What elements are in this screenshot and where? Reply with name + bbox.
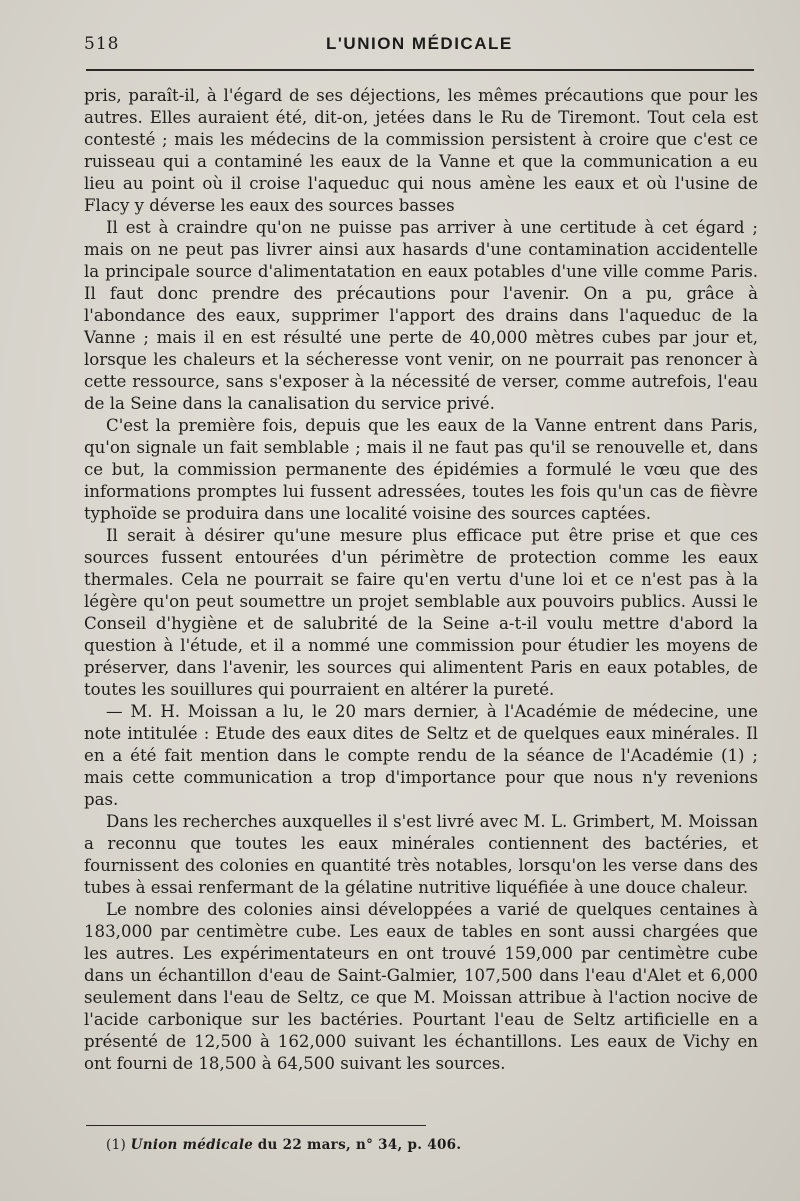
paragraph-1: pris, paraît-il, à l'égard de ses déjections, les mêmes précautions que pour les autres. Elles auraient été, dit-on, jetées dans le Ru de Tiremont. Tout cela est contesté ; mais les médecins de la commission persistent à croire que c'est ce ruisseau qui a contaminé les eaux de la Vanne et que la communication a eu lieu au point où il croise l'aqueduc qui nous amène les eaux et où l'usine de Flacy y déverse les eaux des sources basses — [84, 86, 758, 215]
page-header — [84, 32, 752, 62]
paragraph-3: C'est la première fois, depuis que les eaux de la Vanne entrent dans Paris, qu'on signale un fait semblable ; mais il ne faut pas qu'il se renouvelle et, dans ce but, la commission permanente des épidémies a formulé le vœu que des informations promptes lui fussent adressées, toutes les fois qu'un cas de fièvre typhoïde se produira dans une localité voisine des sources captées. — [84, 416, 758, 523]
paragraph-5: — M. H. Moissan a lu, le 20 mars dernier, à l'Académie de médecine, une note intitulée : Etude des eaux dites de Seltz et de quelques eaux minérales. Il en a été fait mention dans le compte rendu de la séance de l'Académie (1) ; mais cette communication a trop d'importance pour que nous n'y revenions pas. — [84, 702, 758, 809]
header-rule — [86, 69, 754, 71]
running-head: L'UNION MÉDICALE — [326, 34, 513, 53]
page-number: 518 — [84, 34, 120, 54]
footnote-text: du 22 mars, n° 34, p. 406. — [257, 1137, 462, 1153]
body-text — [84, 85, 758, 1075]
footnote-rule — [86, 1125, 426, 1126]
footnote — [106, 1137, 461, 1153]
paragraph-7: Le nombre des colonies ainsi développées a varié de quelques centaines à 183,000 par centimètre cube. Les eaux de tables en sont aussi chargées que les autres. Les expérimentateurs en ont trouvé 159,000 par centimètre cube dans un échantillon d'eau de Saint-Galmier, 107,500 dans l'eau d'Alet et 6,000 seulement dans l'eau de Seltz, ce que M. Moissan attribue à l'action nocive de l'acide carbonique sur les bactéries. Pourtant l'eau de Seltz artificielle en a présenté de 12,500 à 162,000 suivant les échantillons. Les eaux de Vichy en ont fourni de 18,500 à 64,500 suivant les sources. — [84, 900, 758, 1073]
paragraph-2: Il est à craindre qu'on ne puisse pas arriver à une certitude à cet égard ; mais on ne peut pas livrer ainsi aux hasards d'une contamination accidentelle la principale source d'alimentatation en eaux potables d'une ville comme Paris. Il faut donc prendre des précautions pour l'avenir. On a pu, grâce à l'abondance des eaux, supprimer l'apport des drains dans l'aqueduc de la Vanne ; mais il en est résulté une perte de 40,000 mètres cubes par jour et, lorsque les chaleurs et la sécheresse vont venir, on ne pourrait pas renoncer à cette ressource, sans s'exposer à la nécessité de verser, comme autrefois, l'eau de la Seine dans la canalisation du service privé. — [84, 218, 758, 413]
paragraph-6: Dans les recherches auxquelles il s'est livré avec M. L. Grimbert, M. Moissan a reconnu que toutes les eaux minérales contiennent des bactéries, et fournissent des colonies en quantité très notables, lorsqu'on les verse dans des tubes à essai renfermant de la gélatine nutritive liquéfiée à une douce chaleur. — [84, 812, 758, 897]
paragraph-4: Il serait à désirer qu'une mesure plus efficace put être prise et que ces sources fussent entourées d'un périmètre de protection comme les eaux thermales. Cela ne pourrait se faire qu'en vertu d'une loi et ce n'est pas à la légère qu'on peut soumettre un projet semblable aux pouvoirs publics. Aussi le Conseil d'hygiène et de salubrité de la Seine a-t-il voulu mettre d'abord la question à l'étude, et il a nommé une commission pour étudier les moyens de préserver, dans l'avenir, les sources qui alimentent Paris en eaux potables, de toutes les souillures qui pourraient en altérer la pureté. — [84, 526, 758, 699]
footnote-number: (1) — [106, 1137, 127, 1153]
footnote-source: Union médicale — [130, 1137, 254, 1153]
